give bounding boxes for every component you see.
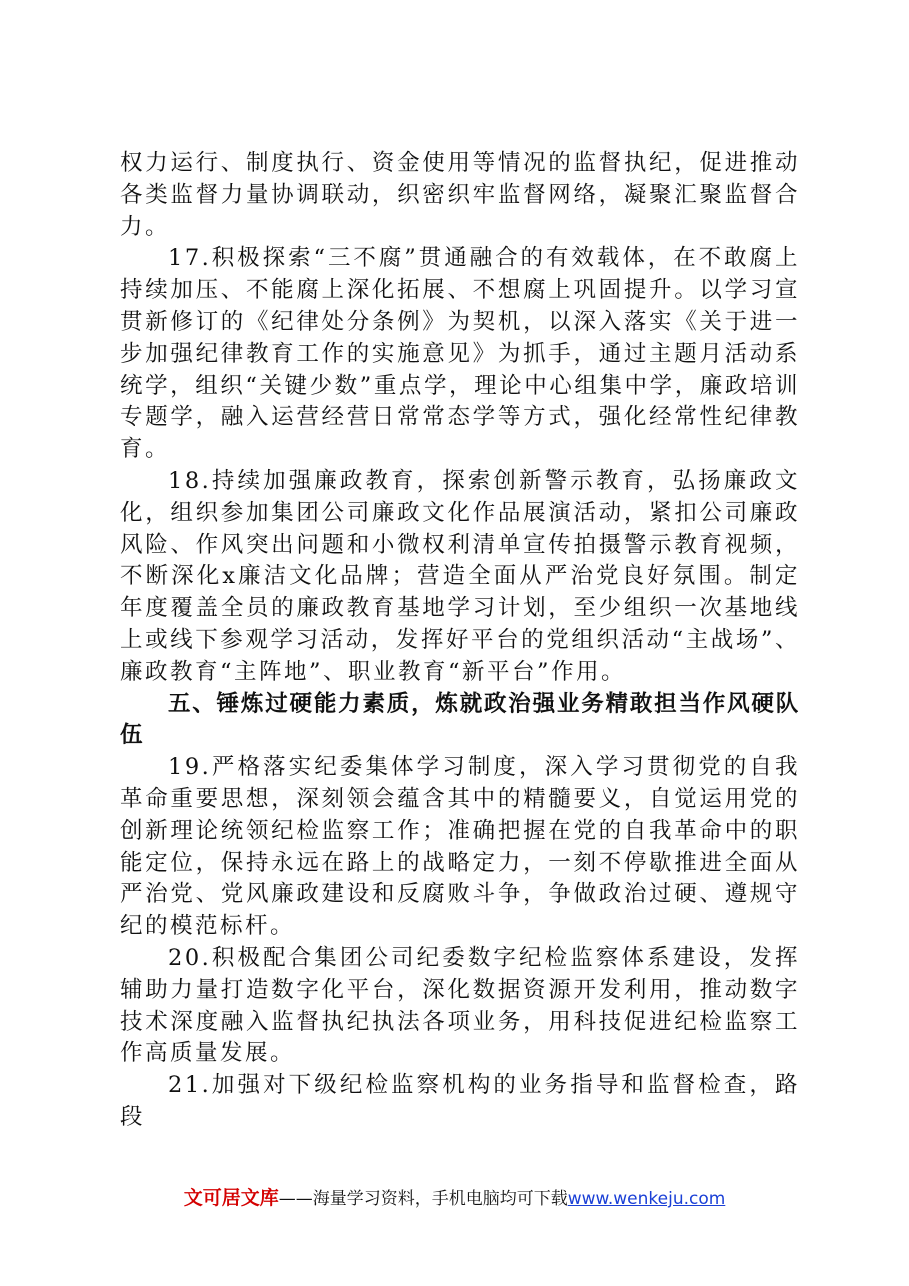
paragraph-item-20: 20.积极配合集团公司纪委数字纪检监察体系建设，发挥辅助力量打造数字化平台，深化数据资源开发利用，推动数字技术深度融入监督执纪执法各项业务，用科技促进纪检监察工作高质量发展。 [120,944,800,1067]
paragraph-item-19: 19.严格落实纪委集体学习制度，深入学习贯彻党的自我革命重要思想，深刻领会蕴含其中的精髓要义，自觉运用党的创新理论统领纪检监察工作；准确把握在党的自我革命中的职能定位，保持永远在路上的战略定力，一刻不停歇推进全面从严治党、党风廉政建设和反腐败斗争，争做政治过硬、遵规守纪的模范标杆。 [120,754,800,940]
footer-slogan: ——海量学习资料，手机电脑均可下载 [278,1189,568,1209]
paragraph-item-18: 18.持续加强廉政教育，探索创新警示教育，弘扬廉政文化，组织参加集团公司廉政文化作品展演活动，紧扣公司廉政风险、作风突出问题和小微权利清单宣传拍摄警示教育视频，不断深化x廉洁文化品牌；营造全面从严治党良好氛围。制定年度覆盖全员的廉政教育基地学习计划，至少组织一次基地线上或线下参观学习活动，发挥好平台的党组织活动“主战场”、廉政教育“主阵地”、职业教育“新平台”作用。 [120,467,800,685]
paragraph-continuation: 权力运行、制度执行、资金使用等情况的监督执纪，促进推动各类监督力量协调联动，织密织牢监督网络，凝聚汇聚监督合力。 [120,150,800,240]
paragraph-item-17: 17.积极探索“三不腐”贯通融合的有效载体，在不敢腐上持续加压、不能腐上深化拓展、不想腐上巩固提升。以学习宣贯新修订的《纪律处分条例》为契机，以深入落实《关于进一步加强纪律教育工作的实施意见》为抓手，通过主题月活动系统学，组织“关键少数”重点学，理论中心组集中学，廉政培训专题学，融入运营经营日常常态学等方式，强化经常性纪律教育。 [120,245,800,463]
paragraph-item-21: 21.加强对下级纪检监察机构的业务指导和监督检查，路段 [120,1072,800,1130]
section-heading-5: 五、锤炼过硬能力素质，炼就政治强业务精敢担当作风硬队伍 [120,690,800,749]
document-body [120,148,800,1134]
footer-brand: 文可居文库 [183,1187,279,1209]
footer-banner [0,1183,909,1210]
footer-website-link[interactable]: www.wenkeju.com [567,1189,726,1209]
